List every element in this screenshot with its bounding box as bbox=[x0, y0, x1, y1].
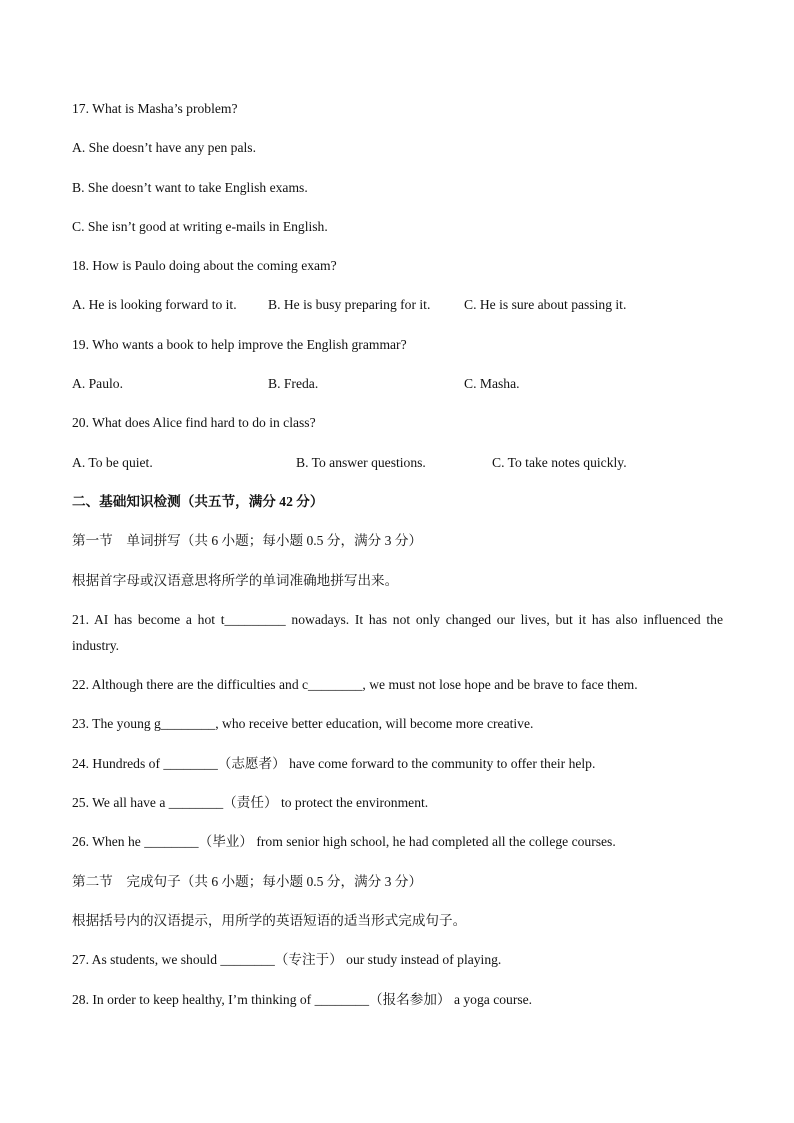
question-24: 24. Hundreds of ________（志愿者） have come forward to the community to offer their help. bbox=[72, 755, 596, 771]
question-17-option-a: A. She doesn’t have any pen pals. bbox=[72, 140, 256, 156]
question-19-option-c: C. Masha. bbox=[464, 376, 520, 392]
question-18-option-c: C. He is sure about passing it. bbox=[464, 297, 627, 313]
question-23: 23. The young g________, who receive better education, will become more creative. bbox=[72, 716, 534, 732]
question-18-stem: 18. How is Paulo doing about the coming exam? bbox=[72, 258, 337, 274]
question-28: 28. In order to keep healthy, I’m thinking of ________（报名参加） a yoga course. bbox=[72, 991, 533, 1007]
part-2-title: 第二节 完成句子（共 6 小题；每小题 0.5 分，满分 3 分） bbox=[72, 873, 423, 889]
question-19-stem: 19. Who wants a book to help improve the English grammar? bbox=[72, 336, 407, 352]
question-18-option-b: B. He is busy preparing for it. bbox=[268, 297, 431, 313]
question-20-option-b: B. To answer questions. bbox=[296, 454, 426, 470]
question-20-option-c: C. To take notes quickly. bbox=[492, 454, 627, 470]
question-17-stem: 17. What is Masha’s problem? bbox=[72, 101, 238, 116]
question-21: 21. AI has become a hot t_________ nowadays. It has not only changed our lives, but it has also influenced the industry. bbox=[72, 611, 723, 653]
question-17-option-b: B. She doesn’t want to take English exams. bbox=[72, 179, 308, 195]
question-22: 22. Although there are the difficulties and c________, we must not lose hope and be brave to face them. bbox=[72, 677, 638, 693]
question-26: 26. When he ________（毕业） from senior high school, he had completed all the college courses. bbox=[72, 834, 616, 850]
question-20-options bbox=[72, 450, 723, 476]
question-17-option-c: C. She isn’t good at writing e-mails in English. bbox=[72, 218, 328, 234]
part-1-instruction: 根据首字母或汉语意思将所学的单词准确地拼写出来。 bbox=[72, 572, 399, 588]
part-2-instruction: 根据括号内的汉语提示，用所学的英语短语的适当形式完成句子。 bbox=[72, 912, 467, 928]
question-19-option-b: B. Freda. bbox=[268, 376, 319, 392]
question-25: 25. We all have a ________（责任） to protect the environment. bbox=[72, 795, 429, 811]
question-20-stem: 20. What does Alice find hard to do in class? bbox=[72, 415, 316, 431]
question-20-option-a: A. To be quiet. bbox=[72, 454, 153, 470]
question-19-option-a: A. Paulo. bbox=[72, 376, 123, 392]
section-2-heading: 二、基础知识检测（共五节，满分 42 分） bbox=[72, 493, 324, 509]
page-content bbox=[72, 96, 723, 1026]
part-1-title: 第一节 单词拼写（共 6 小题；每小题 0.5 分，满分 3 分） bbox=[72, 533, 423, 549]
question-27: 27. As students, we should ________（专注于） our study instead of playing. bbox=[72, 952, 502, 968]
question-19-options bbox=[72, 371, 723, 397]
question-18-option-a: A. He is looking forward to it. bbox=[72, 297, 237, 313]
question-18-options bbox=[72, 292, 723, 318]
